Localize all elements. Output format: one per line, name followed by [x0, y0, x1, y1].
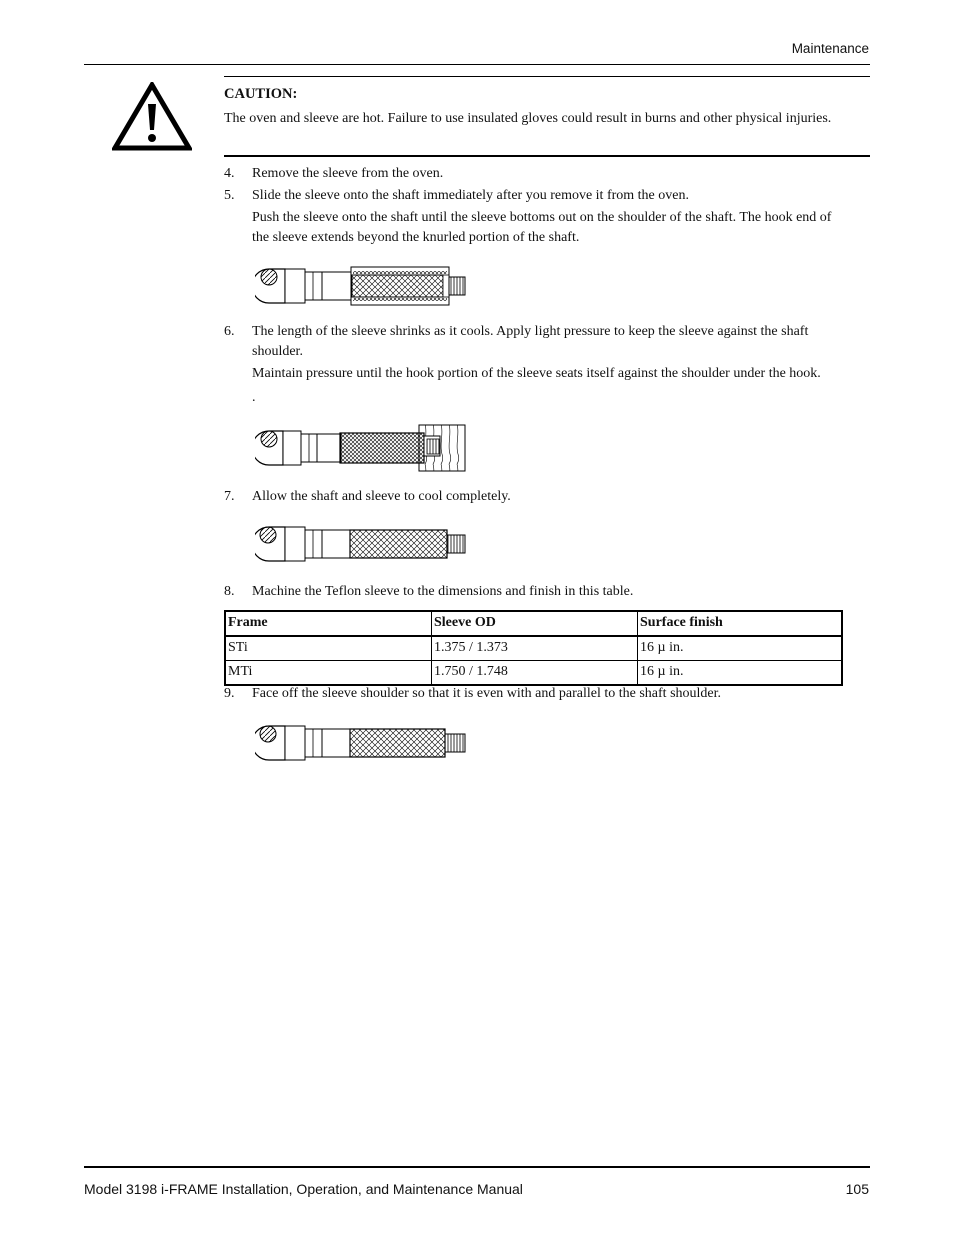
table-cell: 16 µ in.: [638, 661, 843, 686]
shaft-sleeve-figure-2: [255, 424, 470, 472]
step-number: 6.: [224, 324, 235, 339]
caution-title: CAUTION:: [224, 86, 298, 102]
step-number: 4.: [224, 166, 235, 181]
table-cell: 16 µ in.: [638, 636, 843, 661]
step-detail-dot: .: [252, 390, 256, 405]
step-detail: Push the sleeve onto the shaft until the sleeve bottoms out on the shoulder of the shaft. The hook end of the sleeve extends beyond the knurled portion of the shaft.: [252, 210, 832, 245]
caution-bottom-rule: [224, 155, 870, 157]
table-row: [225, 661, 842, 686]
step-text: The length of the sleeve shrinks as it cools. Apply light pressure to keep the sleeve against the shaft: [252, 324, 809, 339]
step-text: Remove the sleeve from the oven.: [252, 166, 444, 181]
step-number: 5.: [224, 188, 235, 203]
page-header-section: Maintenance: [791, 41, 869, 56]
step-number: 8.: [224, 584, 235, 599]
caution-top-rule: [224, 76, 870, 77]
sleeve-dimensions-table: [224, 610, 843, 686]
footer-rule: [84, 1166, 870, 1168]
table-header-cell: Sleeve OD: [432, 611, 638, 636]
warning-triangle-icon: [112, 82, 192, 152]
step-text: Slide the sleeve onto the shaft immediately after you remove it from the oven.: [252, 188, 689, 203]
header-rule: [84, 64, 870, 65]
caution-body: The oven and sleeve are hot. Failure to use insulated gloves could result in burns and other physical injuries.: [224, 111, 832, 126]
step-text-continued: shoulder.: [252, 344, 303, 359]
step-detail: Maintain pressure until the hook portion of the sleeve seats itself against the shoulder under the hook.: [252, 366, 821, 381]
table-header-cell: Frame: [225, 611, 432, 636]
footer-page-number: 105: [845, 1181, 869, 1197]
table-cell: 1.750 / 1.748: [432, 661, 638, 686]
step-number: 9.: [224, 686, 235, 701]
step-number: 7.: [224, 489, 235, 504]
table-row: [225, 636, 842, 661]
table-header-cell: Surface finish: [638, 611, 843, 636]
table-cell: MTi: [225, 661, 432, 686]
table-header-row: [225, 611, 842, 636]
step-text: Machine the Teflon sleeve to the dimensions and finish in this table.: [252, 584, 634, 599]
shaft-sleeve-figure-4: [255, 721, 470, 765]
step-text: Face off the sleeve shoulder so that it is even with and parallel to the shaft shoulder.: [252, 686, 722, 701]
shaft-sleeve-figure-1: [255, 263, 470, 309]
step-text: Allow the shaft and sleeve to cool completely.: [252, 489, 511, 504]
table-cell: STi: [225, 636, 432, 661]
footer-manual-title: Model 3198 i-FRAME Installation, Operation, and Maintenance Manual: [84, 1181, 523, 1197]
shaft-sleeve-figure-3: [255, 522, 470, 566]
table-cell: 1.375 / 1.373: [432, 636, 638, 661]
